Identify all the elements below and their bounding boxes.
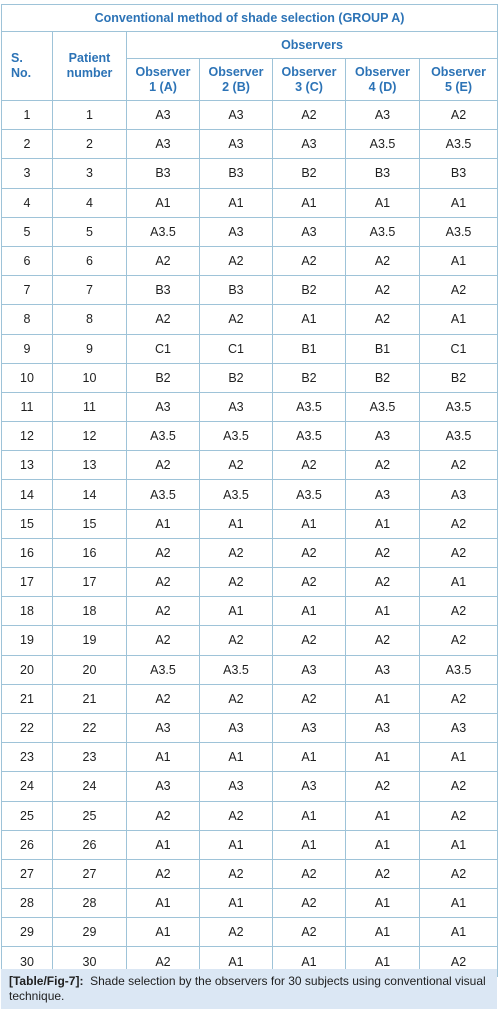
col-header-observer-e (420, 59, 498, 101)
cell-sno: 23 (2, 743, 53, 772)
cell-patient-number: 28 (53, 889, 127, 918)
cell-observer-shade: B2 (273, 276, 346, 305)
cell-sno: 17 (2, 568, 53, 597)
cell-observer-shade: A3.5 (127, 217, 200, 246)
cell-observer-shade: A2 (420, 276, 498, 305)
table-row (2, 159, 498, 188)
cell-observer-shade: A2 (420, 626, 498, 655)
table-row (2, 392, 498, 421)
col-header-patient-line1: Patient (68, 51, 111, 65)
cell-patient-number: 1 (53, 101, 127, 130)
cell-sno: 6 (2, 246, 53, 275)
cell-observer-shade: A1 (200, 188, 273, 217)
cell-observer-shade: A2 (200, 859, 273, 888)
table-row (2, 188, 498, 217)
cell-sno: 19 (2, 626, 53, 655)
cell-observer-shade: A1 (346, 743, 420, 772)
cell-sno: 11 (2, 392, 53, 421)
cell-observer-shade: B3 (420, 159, 498, 188)
cell-observer-shade: A3.5 (420, 392, 498, 421)
cell-observer-shade: A2 (200, 626, 273, 655)
cell-observer-shade: A3 (420, 713, 498, 742)
cell-observer-shade: A2 (346, 305, 420, 334)
table-row (2, 597, 498, 626)
cell-observer-shade: A1 (127, 918, 200, 947)
cell-observer-shade: A1 (127, 188, 200, 217)
cell-observer-shade: A2 (127, 451, 200, 480)
cell-observer-shade: A2 (420, 101, 498, 130)
cell-observer-shade: A2 (420, 801, 498, 830)
cell-observer-shade: A3.5 (346, 217, 420, 246)
cell-observer-shade: A3.5 (273, 422, 346, 451)
cell-patient-number: 7 (53, 276, 127, 305)
cell-sno: 12 (2, 422, 53, 451)
table-row (2, 246, 498, 275)
cell-patient-number: 8 (53, 305, 127, 334)
cell-observer-shade: A1 (200, 743, 273, 772)
cell-observer-shade: A2 (273, 684, 346, 713)
table-row (2, 918, 498, 947)
cell-patient-number: 6 (53, 246, 127, 275)
cell-observer-shade: A3 (127, 713, 200, 742)
cell-observer-shade: B2 (273, 363, 346, 392)
cell-observer-shade: A2 (273, 568, 346, 597)
cell-observer-shade: A2 (273, 246, 346, 275)
cell-sno: 30 (2, 947, 53, 976)
cell-observer-shade: B3 (127, 276, 200, 305)
cell-observer-shade: A2 (127, 568, 200, 597)
table-row (2, 451, 498, 480)
cell-observer-shade: B2 (273, 159, 346, 188)
cell-observer-shade: A1 (420, 568, 498, 597)
cell-observer-shade: A3.5 (127, 422, 200, 451)
observer-header-line2: 2 (B) (222, 79, 250, 94)
cell-patient-number: 5 (53, 217, 127, 246)
table-row (2, 538, 498, 567)
cell-observer-shade: A3.5 (420, 130, 498, 159)
cell-observer-shade: A1 (200, 597, 273, 626)
cell-observer-shade: A2 (200, 801, 273, 830)
table-title: Conventional method of shade selection (GROUP A) (2, 5, 498, 32)
cell-sno: 29 (2, 918, 53, 947)
cell-observer-shade: A2 (346, 538, 420, 567)
cell-observer-shade: A2 (200, 568, 273, 597)
cell-observer-shade: C1 (420, 334, 498, 363)
col-header-patient (53, 32, 127, 101)
observer-header-line2: 3 (C) (295, 79, 323, 94)
cell-observer-shade: A1 (273, 830, 346, 859)
cell-sno: 14 (2, 480, 53, 509)
cell-observer-shade: A1 (200, 889, 273, 918)
cell-observer-shade: A1 (273, 947, 346, 976)
table-row (2, 772, 498, 801)
table-row (2, 334, 498, 363)
observer-header-line1: Observer (208, 64, 264, 79)
cell-observer-shade: A1 (420, 246, 498, 275)
cell-sno: 15 (2, 509, 53, 538)
cell-observer-shade: A2 (127, 684, 200, 713)
cell-observer-shade: A3 (200, 772, 273, 801)
table-row (2, 276, 498, 305)
cell-sno: 2 (2, 130, 53, 159)
cell-observer-shade: B1 (346, 334, 420, 363)
cell-observer-shade: A2 (273, 859, 346, 888)
cell-observer-shade: A1 (273, 743, 346, 772)
cell-observer-shade: A3 (346, 655, 420, 684)
cell-observer-shade: A1 (200, 947, 273, 976)
cell-observer-shade: A1 (127, 889, 200, 918)
table-row (2, 830, 498, 859)
cell-observer-shade: A3 (200, 713, 273, 742)
cell-observer-shade: B3 (200, 159, 273, 188)
cell-sno: 10 (2, 363, 53, 392)
cell-observer-shade: A1 (420, 188, 498, 217)
cell-observer-shade: A2 (346, 772, 420, 801)
cell-observer-shade: A1 (346, 188, 420, 217)
cell-patient-number: 23 (53, 743, 127, 772)
cell-observer-shade: A2 (420, 772, 498, 801)
cell-observer-shade: A1 (346, 947, 420, 976)
col-header-observer-a (127, 59, 200, 101)
cell-sno: 4 (2, 188, 53, 217)
cell-observer-shade: A2 (273, 101, 346, 130)
cell-patient-number: 27 (53, 859, 127, 888)
cell-observer-shade: A3 (200, 217, 273, 246)
cell-observer-shade: A2 (273, 918, 346, 947)
cell-observer-shade: A3 (127, 772, 200, 801)
cell-observer-shade: A3.5 (273, 392, 346, 421)
cell-observer-shade: A2 (420, 509, 498, 538)
cell-observer-shade: A2 (200, 538, 273, 567)
observer-header-line1: Observer (355, 64, 410, 79)
table-row (2, 626, 498, 655)
cell-sno: 16 (2, 538, 53, 567)
col-header-sno-line1: S. (11, 51, 23, 65)
cell-observer-shade: A3 (273, 130, 346, 159)
cell-sno: 28 (2, 889, 53, 918)
cell-observer-shade: A3.5 (127, 655, 200, 684)
cell-observer-shade: A1 (346, 889, 420, 918)
cell-observer-shade: A3 (346, 101, 420, 130)
cell-observer-shade: A2 (346, 451, 420, 480)
cell-patient-number: 13 (53, 451, 127, 480)
cell-observer-shade: A3 (200, 392, 273, 421)
cell-sno: 3 (2, 159, 53, 188)
cell-sno: 9 (2, 334, 53, 363)
cell-patient-number: 4 (53, 188, 127, 217)
cell-observer-shade: A2 (346, 859, 420, 888)
cell-observer-shade: A1 (346, 801, 420, 830)
cell-observer-shade: A1 (200, 509, 273, 538)
col-header-patient-line2: number (66, 66, 113, 80)
table-row (2, 509, 498, 538)
caption-ref: [Table/Fig-7]: (9, 974, 84, 988)
cell-sno: 22 (2, 713, 53, 742)
cell-sno: 24 (2, 772, 53, 801)
cell-observer-shade: A2 (127, 801, 200, 830)
cell-observer-shade: A3.5 (420, 422, 498, 451)
cell-observer-shade: A3 (346, 713, 420, 742)
cell-observer-shade: A3.5 (200, 655, 273, 684)
cell-observer-shade: A2 (420, 947, 498, 976)
table-row (2, 889, 498, 918)
cell-observer-shade: A1 (200, 830, 273, 859)
cell-observer-shade: A3.5 (127, 480, 200, 509)
col-header-sno (2, 32, 53, 101)
col-header-observer-c (273, 59, 346, 101)
cell-patient-number: 20 (53, 655, 127, 684)
cell-observer-shade: A3 (273, 217, 346, 246)
cell-observer-shade: B2 (127, 363, 200, 392)
cell-observer-shade: B2 (200, 363, 273, 392)
cell-observer-shade: A2 (200, 451, 273, 480)
cell-observer-shade: B3 (200, 276, 273, 305)
cell-sno: 26 (2, 830, 53, 859)
cell-sno: 1 (2, 101, 53, 130)
cell-sno: 7 (2, 276, 53, 305)
cell-observer-shade: A2 (127, 947, 200, 976)
observer-header-line2: 1 (A) (149, 79, 177, 94)
observer-header-line1: Observer (431, 64, 486, 79)
cell-observer-shade: A2 (346, 246, 420, 275)
shade-selection-table (1, 4, 498, 977)
cell-observer-shade: A3.5 (200, 422, 273, 451)
table-row (2, 363, 498, 392)
cell-observer-shade: A2 (127, 859, 200, 888)
cell-observer-shade: A2 (127, 246, 200, 275)
cell-observer-shade: A1 (273, 597, 346, 626)
cell-patient-number: 17 (53, 568, 127, 597)
cell-observer-shade: A2 (346, 276, 420, 305)
cell-observer-shade: A1 (273, 509, 346, 538)
cell-observer-shade: A2 (273, 626, 346, 655)
cell-patient-number: 14 (53, 480, 127, 509)
observer-header-line2: 5 (E) (444, 79, 473, 94)
cell-sno: 18 (2, 597, 53, 626)
cell-observer-shade: A1 (420, 889, 498, 918)
table-row (2, 801, 498, 830)
cell-patient-number: 19 (53, 626, 127, 655)
table-row (2, 422, 498, 451)
cell-observer-shade: A3 (273, 655, 346, 684)
cell-observer-shade: A2 (127, 626, 200, 655)
table-row (2, 655, 498, 684)
cell-observer-shade: A2 (346, 568, 420, 597)
cell-observer-shade: A1 (127, 830, 200, 859)
cell-patient-number: 10 (53, 363, 127, 392)
table-row (2, 684, 498, 713)
cell-observer-shade: B2 (346, 363, 420, 392)
cell-observer-shade: A2 (200, 918, 273, 947)
cell-observer-shade: A3 (127, 130, 200, 159)
caption-text: Shade selection by the observers for 30 subjects using conventional visual technique. (9, 974, 486, 1003)
cell-observer-shade: C1 (200, 334, 273, 363)
cell-observer-shade: A2 (200, 246, 273, 275)
cell-patient-number: 12 (53, 422, 127, 451)
cell-observer-shade: A3.5 (273, 480, 346, 509)
cell-sno: 20 (2, 655, 53, 684)
cell-observer-shade: A3.5 (346, 392, 420, 421)
cell-observer-shade: A1 (346, 597, 420, 626)
cell-observer-shade: A2 (420, 597, 498, 626)
cell-patient-number: 24 (53, 772, 127, 801)
cell-observer-shade: A3 (127, 392, 200, 421)
cell-patient-number: 16 (53, 538, 127, 567)
table-row (2, 217, 498, 246)
cell-sno: 5 (2, 217, 53, 246)
observer-header-line1: Observer (281, 64, 337, 79)
cell-patient-number: 15 (53, 509, 127, 538)
cell-observer-shade: A2 (273, 889, 346, 918)
cell-observer-shade: B3 (127, 159, 200, 188)
cell-observer-shade: A3 (127, 101, 200, 130)
cell-patient-number: 18 (53, 597, 127, 626)
table-row (2, 713, 498, 742)
cell-patient-number: 25 (53, 801, 127, 830)
cell-observer-shade: A3 (420, 480, 498, 509)
cell-observer-shade: A1 (273, 188, 346, 217)
cell-observer-shade: C1 (127, 334, 200, 363)
cell-observer-shade: A1 (346, 509, 420, 538)
cell-observer-shade: B3 (346, 159, 420, 188)
cell-sno: 25 (2, 801, 53, 830)
cell-patient-number: 30 (53, 947, 127, 976)
cell-observer-shade: A3 (346, 480, 420, 509)
table-row (2, 480, 498, 509)
cell-observer-shade: A2 (420, 684, 498, 713)
cell-observer-shade: A1 (420, 918, 498, 947)
cell-observer-shade: A1 (273, 801, 346, 830)
cell-observer-shade: A3.5 (420, 217, 498, 246)
table-body (2, 101, 498, 977)
cell-patient-number: 3 (53, 159, 127, 188)
cell-observer-shade: A2 (273, 538, 346, 567)
cell-observer-shade: A3.5 (200, 480, 273, 509)
cell-observer-shade: A3 (273, 713, 346, 742)
col-header-sno-line2: No. (11, 66, 32, 80)
cell-observer-shade: A1 (346, 684, 420, 713)
cell-observer-shade: A2 (127, 305, 200, 334)
cell-observer-shade: A1 (420, 743, 498, 772)
cell-observer-shade: A3 (346, 422, 420, 451)
cell-observer-shade: A2 (420, 538, 498, 567)
cell-sno: 21 (2, 684, 53, 713)
cell-observer-shade: A1 (273, 305, 346, 334)
cell-observer-shade: A3.5 (420, 655, 498, 684)
cell-observer-shade: A3 (273, 772, 346, 801)
table-row (2, 743, 498, 772)
cell-observer-shade: B2 (420, 363, 498, 392)
table-caption (1, 969, 497, 1009)
cell-patient-number: 9 (53, 334, 127, 363)
cell-observer-shade: A2 (127, 538, 200, 567)
cell-observer-shade: A2 (346, 626, 420, 655)
cell-observer-shade: A3 (200, 130, 273, 159)
table-row (2, 130, 498, 159)
col-header-observer-d (346, 59, 420, 101)
cell-observer-shade: A2 (420, 859, 498, 888)
cell-observer-shade: A2 (200, 305, 273, 334)
observer-header-line2: 4 (D) (368, 79, 397, 94)
cell-observer-shade: A3 (200, 101, 273, 130)
cell-observer-shade: A1 (127, 743, 200, 772)
cell-observer-shade: A2 (420, 451, 498, 480)
observer-header-line1: Observer (135, 64, 191, 79)
cell-patient-number: 2 (53, 130, 127, 159)
cell-observer-shade: A1 (346, 830, 420, 859)
cell-observer-shade: A1 (420, 830, 498, 859)
cell-observer-shade: A2 (273, 451, 346, 480)
cell-sno: 8 (2, 305, 53, 334)
cell-patient-number: 29 (53, 918, 127, 947)
table-row (2, 859, 498, 888)
cell-patient-number: 21 (53, 684, 127, 713)
observers-group-header: Observers (127, 32, 498, 59)
table-row (2, 305, 498, 334)
cell-patient-number: 22 (53, 713, 127, 742)
cell-observer-shade: A2 (127, 597, 200, 626)
cell-observer-shade: B1 (273, 334, 346, 363)
cell-observer-shade: A1 (127, 509, 200, 538)
cell-patient-number: 26 (53, 830, 127, 859)
table-row (2, 101, 498, 130)
cell-observer-shade: A1 (420, 305, 498, 334)
cell-observer-shade: A3.5 (346, 130, 420, 159)
cell-sno: 13 (2, 451, 53, 480)
cell-observer-shade: A1 (346, 918, 420, 947)
col-header-observer-b (200, 59, 273, 101)
cell-sno: 27 (2, 859, 53, 888)
table-row (2, 568, 498, 597)
cell-patient-number: 11 (53, 392, 127, 421)
cell-observer-shade: A2 (200, 684, 273, 713)
